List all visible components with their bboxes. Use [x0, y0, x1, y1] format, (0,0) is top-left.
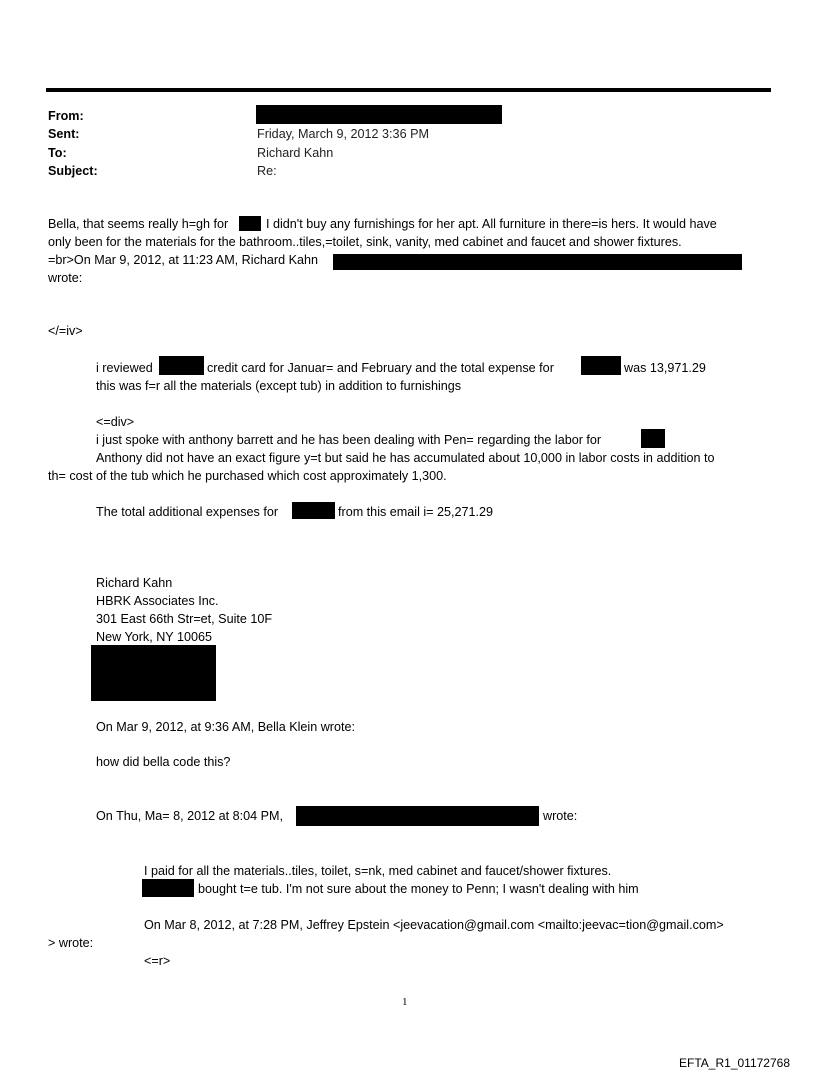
body-line: I didn't buy any furnishings for her apt. All furniture in there=is hers. It would have [266, 217, 717, 231]
body-line: =br>On Mar 9, 2012, at 11:23 AM, Richard Kahn [48, 253, 318, 267]
redacted-from [256, 105, 502, 124]
body-line: The total additional expenses for [96, 505, 279, 519]
redacted-name [159, 356, 204, 375]
html-artifact: </=iv> [48, 324, 83, 338]
signature-street: 301 East 66th Str=et, Suite 10F [96, 612, 273, 626]
redacted-email [333, 254, 742, 270]
body-line: how did bella code this? [96, 755, 231, 769]
signature-name: Richard Kahn [96, 576, 173, 590]
body-line: th= cost of the tub which he purchased which cost approximately 1,300. [48, 469, 447, 483]
quote-header: On Mar 8, 2012, at 7:28 PM, Jeffrey Epstein <jeevacation@gmail.com <mailto:jeevac=tion@gmail.com> [144, 918, 724, 932]
redacted-name [641, 429, 665, 448]
body-line: wrote: [48, 271, 83, 285]
body-line: > wrote: [48, 936, 94, 950]
sent-value: Friday, March 9, 2012 3:36 PM [257, 127, 429, 141]
body-line: Anthony did not have an exact figure y=t but said he has accumulated about 10,000 in labor costs in addition to [96, 451, 715, 465]
redacted-name [581, 356, 621, 375]
redacted-name [142, 879, 194, 897]
page-number: 1 [402, 996, 408, 1008]
subject-label: Subject: [48, 164, 98, 178]
body-line: i reviewed [96, 361, 153, 375]
redacted-contact [91, 645, 216, 701]
redacted-sender [296, 806, 539, 826]
body-line: this was f=r all the materials (except tub) in addition to furnishings [96, 379, 462, 393]
redacted-name [292, 502, 335, 519]
html-artifact: <=div> [96, 415, 135, 429]
signature-city: New York, NY 10065 [96, 630, 212, 644]
subject-value: Re: [257, 164, 277, 178]
body-line: i just spoke with anthony barrett and he has been dealing with Pen= regarding the labor for [96, 433, 602, 447]
document-id: EFTA_R1_01172768 [679, 1056, 790, 1070]
quote-header: On Thu, Ma= 8, 2012 at 8:04 PM, [96, 809, 284, 823]
quote-header: On Mar 9, 2012, at 9:36 AM, Bella Klein wrote: [96, 720, 356, 734]
body-line: credit card for Januar= and February and the total expense for [207, 361, 554, 375]
redacted-name [239, 216, 261, 231]
signature-company: HBRK Associates Inc. [96, 594, 219, 608]
body-line: from this email i= 25,271.29 [338, 505, 494, 519]
quote-header: wrote: [543, 809, 578, 823]
body-line: I paid for all the materials..tiles, toilet, s=nk, med cabinet and faucet/shower fixtures. [144, 864, 612, 878]
sent-label: Sent: [48, 127, 80, 141]
body-line: only been for the materials for the bathroom..tiles,=toilet, sink, vanity, med cabinet and faucet and shower fixtures. [48, 235, 682, 249]
from-label: From: [48, 109, 84, 123]
body-line: was 13,971.29 [624, 361, 706, 375]
header-rule [46, 88, 771, 92]
to-label: To: [48, 146, 67, 160]
to-value: Richard Kahn [257, 146, 334, 160]
body-line: Bella, that seems really h=gh for [48, 217, 229, 231]
html-artifact: <=r> [144, 954, 171, 968]
body-line: bought t=e tub. I'm not sure about the money to Penn; I wasn't dealing with him [198, 882, 639, 896]
